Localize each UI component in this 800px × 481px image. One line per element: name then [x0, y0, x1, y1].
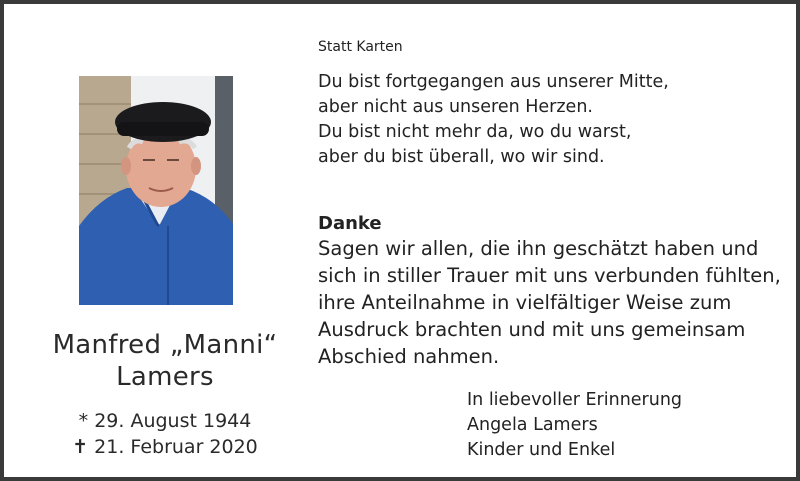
- signoff: [467, 388, 682, 463]
- thanks-heading: Danke: [318, 213, 382, 234]
- thanks-line: ihre Anteilnahme in vielfältiger Weise zum: [318, 291, 732, 314]
- poem: [318, 70, 669, 170]
- portrait-photo: [79, 76, 233, 305]
- poem-line: aber du bist überall, wo wir sind.: [318, 147, 605, 167]
- poem-line: Du bist fortgegangen aus unserer Mitte,: [318, 72, 669, 92]
- signoff-line: In liebevoller Erinnerung: [467, 390, 683, 410]
- intro-text: Statt Karten: [318, 39, 403, 55]
- thanks-line: Ausdruck brachten und mit uns gemeinsam: [318, 318, 746, 341]
- poem-line: Du bist nicht mehr da, wo du warst,: [318, 122, 632, 142]
- death-date: ✝ 21. Februar 2020: [72, 436, 258, 458]
- deceased-name-first: Manfred „Manni“: [52, 330, 278, 360]
- birth-date: * 29. August 1944: [78, 410, 252, 432]
- poem-line: aber nicht aus unseren Herzen.: [318, 97, 593, 117]
- signoff-line: Angela Lamers: [467, 415, 598, 435]
- thanks-line: sich in stiller Trauer mit uns verbunden fühlten,: [318, 264, 781, 287]
- thanks-line: Abschied nahmen.: [318, 345, 500, 368]
- thanks-text: [318, 235, 781, 370]
- thanks-line: Sagen wir allen, die ihn geschätzt haben und: [318, 237, 759, 260]
- deceased-name-last: Lamers: [116, 362, 214, 392]
- signoff-line: Kinder und Enkel: [467, 440, 616, 460]
